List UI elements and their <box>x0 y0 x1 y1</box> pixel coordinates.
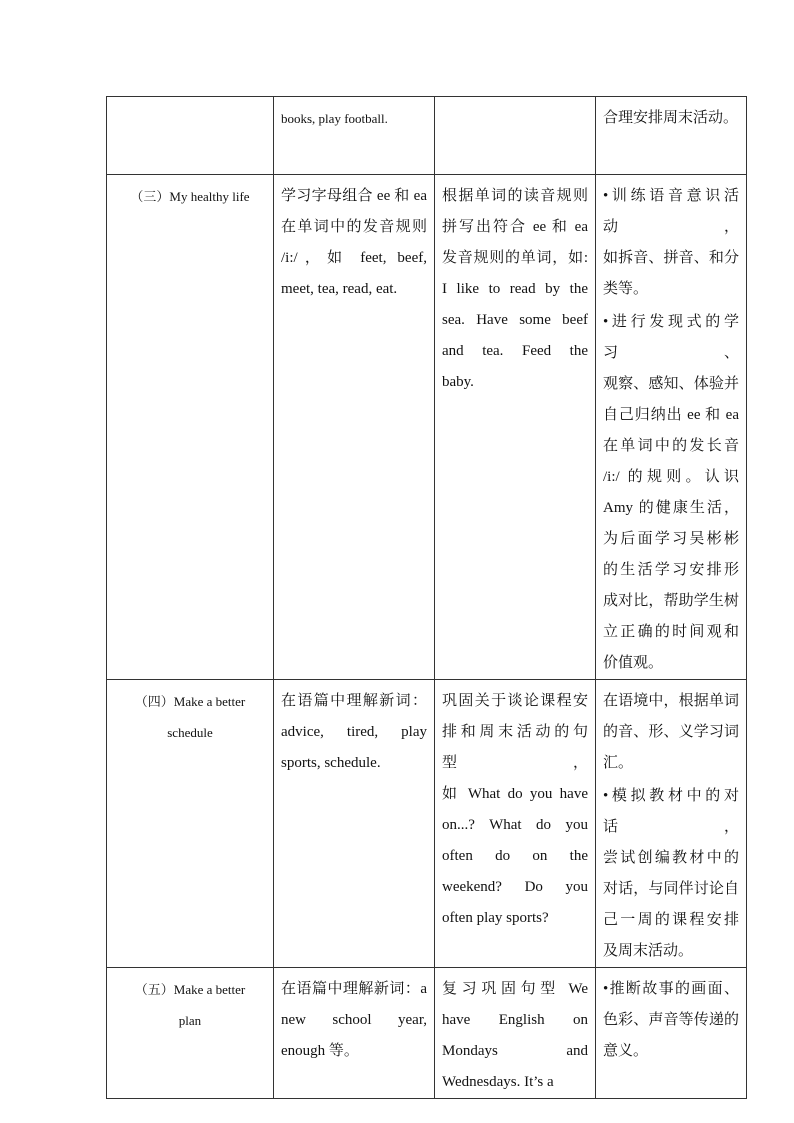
cell-text-line: Wednesdays. It’s a <box>442 1074 554 1090</box>
cell-text-line: 观察、感知、体验并 <box>603 376 739 392</box>
table-row <box>107 175 747 680</box>
cell-text-line: /i:/，如 feet, beef, <box>281 250 427 266</box>
cell-text-line: 价值观。 <box>603 655 664 671</box>
cell-text-line: 成对比，帮助学生树 <box>603 593 739 609</box>
vocabulary-cell <box>274 968 435 1099</box>
table-body <box>107 97 747 1099</box>
cell-text-line: new school year, <box>281 1012 427 1028</box>
cell-text-line: 尝试创编教材中的 <box>603 850 739 866</box>
cell-text-line: schedule <box>167 725 213 740</box>
vocabulary-cell <box>274 97 435 175</box>
cell-text-line: 在语篇中理解新词： <box>281 693 427 709</box>
cell-text-line: 在语篇中理解新词：a <box>281 981 427 997</box>
cell-text-line: often do on the <box>442 848 588 864</box>
cell-text-line: •推断故事的画面、 <box>603 981 739 997</box>
cell-text-line: 复习巩固句型 We <box>442 981 588 997</box>
cell-text-line: Mondays and <box>442 1043 588 1059</box>
cell-text-line: 在语境中，根据单词 <box>603 693 739 709</box>
purpose-cell <box>596 680 747 968</box>
cell-text-line: （三）My healthy life <box>130 189 250 204</box>
cell-text-line: 学习字母组合 ee 和 ea <box>281 188 427 204</box>
cell-text-line: 立正确的时间观和 <box>603 624 739 640</box>
purpose-paragraph <box>603 686 739 779</box>
purpose-paragraph <box>603 181 739 305</box>
cell-text-line: 如拆音、拼音、和分 <box>603 250 739 266</box>
cell-text-line: 自己归纳出 ee 和 ea <box>603 407 739 423</box>
cell-text-line: （五）Make a better <box>134 982 246 997</box>
lesson-plan-table <box>106 96 747 1099</box>
sentence-cell <box>435 680 596 968</box>
cell-text-line: 意义。 <box>603 1043 649 1059</box>
cell-text-line: sea. Have some beef <box>442 312 588 328</box>
cell-text-line: 在单词中的发长音 <box>603 438 739 454</box>
cell-text-line: have English on <box>442 1012 588 1028</box>
table-row <box>107 680 747 968</box>
cell-text-line: •模拟教材中的对话， <box>603 788 739 835</box>
sentence-cell <box>435 175 596 680</box>
purpose-cell <box>596 175 747 680</box>
vocabulary-cell <box>274 680 435 968</box>
cell-text-line: advice, tired, play <box>281 724 427 740</box>
stage-cell <box>107 175 274 680</box>
sentence-cell <box>435 97 596 175</box>
cell-text-line: baby. <box>442 374 474 390</box>
cell-text-line: •训练语音意识活动， <box>603 188 739 235</box>
stage-cell <box>107 97 274 175</box>
cell-text-line: weekend? Do you <box>442 879 588 895</box>
purpose-paragraph <box>603 974 739 1067</box>
cell-text-line: enough 等。 <box>281 1043 359 1059</box>
cell-text-line: books, play football. <box>281 111 388 126</box>
table-row <box>107 97 747 175</box>
cell-text-line: 为后面学习吴彬彬 <box>603 531 739 547</box>
cell-text-line: 根据单词的读音规则 <box>442 188 588 204</box>
purpose-paragraph <box>603 781 739 967</box>
cell-text-line: （四）Make a better <box>134 694 246 709</box>
cell-text-line: 如 What do you have <box>442 786 588 802</box>
purpose-cell <box>596 968 747 1099</box>
cell-text-line: 类等。 <box>603 281 649 297</box>
cell-text-line: 的音、形、义学习词 <box>603 724 739 740</box>
purpose-paragraph <box>603 103 739 134</box>
cell-text-line: 在单词中的发音规则 <box>281 219 427 235</box>
cell-text-line: 色彩、声音等传递的 <box>603 1012 739 1028</box>
cell-text-line: 合理安排周末活动。 <box>603 110 739 126</box>
cell-text-line: meet, tea, read, eat. <box>281 281 398 297</box>
purpose-cell <box>596 97 747 175</box>
cell-text-line: on...? What do you <box>442 817 588 833</box>
cell-text-line: 汇。 <box>603 755 634 771</box>
cell-text-line: 发音规则的单词，如: <box>442 250 588 266</box>
cell-text-line: I like to read by the <box>442 281 588 297</box>
cell-text-line: 巩固关于谈论课程安 <box>442 693 588 709</box>
table-row <box>107 968 747 1099</box>
cell-text-line: 排和周末活动的句型， <box>442 724 588 771</box>
stage-cell <box>107 968 274 1099</box>
cell-text-line: 的生活学习安排形 <box>603 562 739 578</box>
cell-text-line: plan <box>178 1013 202 1028</box>
vocabulary-cell <box>274 175 435 680</box>
cell-text-line: often play sports? <box>442 910 549 926</box>
cell-text-line: and tea. Feed the <box>442 343 588 359</box>
cell-text-line: 己一周的课程安排 <box>603 912 739 928</box>
stage-cell <box>107 680 274 968</box>
cell-text-line: sports, schedule. <box>281 755 381 771</box>
cell-text-line: Amy 的健康生活， <box>603 500 739 516</box>
cell-text-line: /i:/ 的规则。认识 <box>603 469 739 485</box>
sentence-cell <box>435 968 596 1099</box>
cell-text-line: 对话，与同伴讨论自 <box>603 881 739 897</box>
cell-text-line: •进行发现式的学习、 <box>603 314 739 361</box>
cell-text-line: 及周末活动。 <box>603 943 694 959</box>
cell-text-line: 拼写出符合 ee 和 ea <box>442 219 588 235</box>
purpose-paragraph <box>603 307 739 679</box>
